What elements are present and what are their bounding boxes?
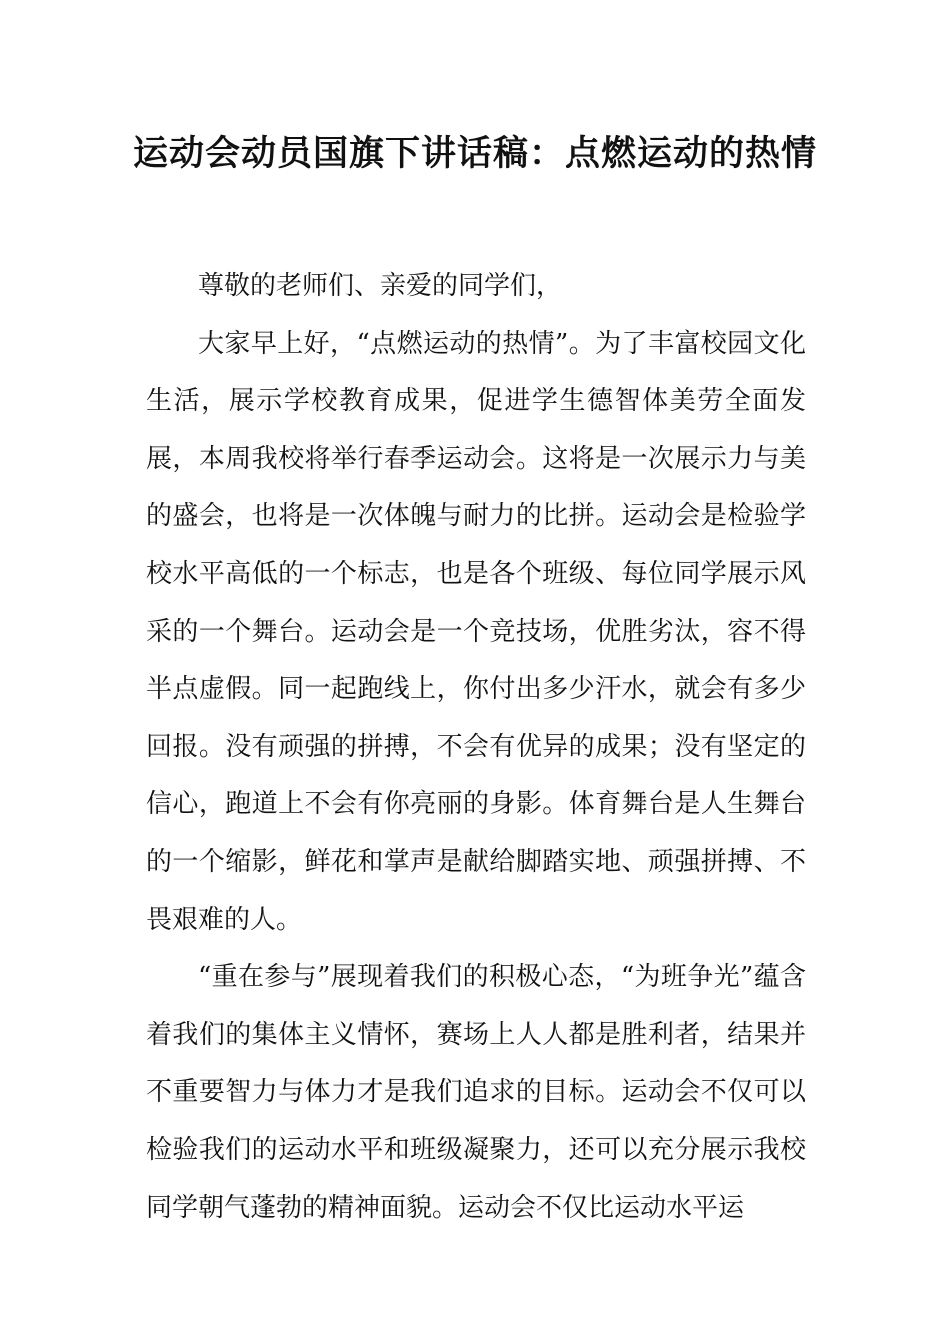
paragraph-greeting: 尊敬的老师们、亲爱的同学们， [198, 271, 563, 301]
document-title: 运动会动员国旗下讲话稿：点燃运动的热情 [132, 134, 817, 174]
paragraph-opening: 大家早上好，“点燃运动的热情”。为了丰富校园文化生活，展示学校教育成果，促进学生德智体美劳全面发展，本周我校将举行春季运动会。这将是一次展示力与美的盛会，也将是一次体魄与耐力的比拼。运动会是检验学校水平高低的一个标志，也是各个班级、每位同学展示风采的一个舞台。运动会是一个竞技场，优胜劣汰，容不得半点虚假。同一起跑线上，你付出多少汗水，就会有多少回报。没有顽强的拼搏，不会有优异的成果；没有坚定的信心，跑道上不会有你亮丽的身影。体育舞台是人生舞台的一个缩影，鲜花和掌声是献给脚踏实地、顽强拼搏、不畏艰难的人。 [146, 328, 806, 935]
document-body [146, 258, 806, 1237]
paragraph-participation: “重在参与”展现着我们的积极心态，“为班争光”蕴含着我们的集体主义情怀，赛场上人人都是胜利者，结果并不重要智力与体力才是我们追求的目标。运动会不仅可以检验我们的运动水平和班级凝聚力，还可以充分展示我校同学朝气蓬勃的精神面貌。运动会不仅比运动水平运 [146, 962, 806, 1223]
